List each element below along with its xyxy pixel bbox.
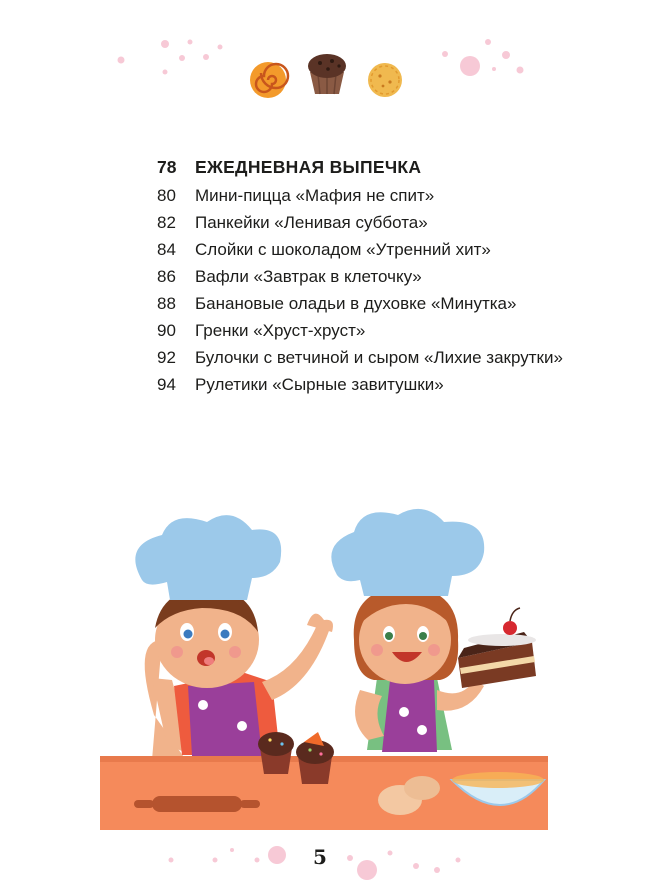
toc-item-title: Рулетики «Сырные завитушки» [195, 375, 444, 394]
toc-item [157, 290, 567, 317]
toc-item [157, 344, 567, 371]
cookie-icon [368, 63, 402, 97]
toc-item-title: Вафли «Завтрак в клеточку» [195, 267, 422, 286]
toc-item-title: Слойки с шоколадом «Утренний хит» [195, 240, 491, 259]
toc-item [157, 236, 567, 263]
toc-item-title: Булочки с ветчиной и сыром «Лихие закрутки» [195, 348, 563, 367]
toc-item-page: 92 [157, 348, 176, 367]
muffin-icon [308, 54, 346, 94]
toc-item-title: Гренки «Хруст-хруст» [195, 321, 366, 340]
toc-item-title: Банановые оладьи в духовке «Минутка» [195, 294, 517, 313]
toc-item [157, 182, 567, 209]
girl-chef [331, 509, 536, 752]
toc-item-title: Панкейки «Ленивая суббота» [195, 213, 428, 232]
toc-item [157, 371, 567, 398]
toc-item-page: 80 [157, 186, 176, 205]
toc-section-page: 78 [157, 157, 177, 177]
toc-item-page: 82 [157, 213, 176, 232]
toc-item [157, 317, 567, 344]
toc-item-page: 86 [157, 267, 176, 286]
table-of-contents [157, 154, 567, 398]
toc-item-page: 84 [157, 240, 176, 259]
page-number: 5 [313, 845, 327, 869]
toc-item [157, 263, 567, 290]
toc-section-heading [157, 154, 567, 181]
toc-section-title: ЕЖЕДНЕВНАЯ ВЫПЕЧКА [195, 157, 422, 177]
cake-slice-icon [458, 608, 536, 688]
cinnamon-roll-icon [250, 62, 288, 98]
toc-item-page: 94 [157, 375, 176, 394]
boy-chef [135, 515, 333, 760]
toc-item-page: 90 [157, 321, 176, 340]
header-pastry-icons [240, 42, 410, 104]
toc-item-page: 88 [157, 294, 176, 313]
kids-baking-illustration [92, 500, 562, 835]
toc-item-title: Мини-пицца «Мафия не спит» [195, 186, 435, 205]
toc-item [157, 209, 567, 236]
